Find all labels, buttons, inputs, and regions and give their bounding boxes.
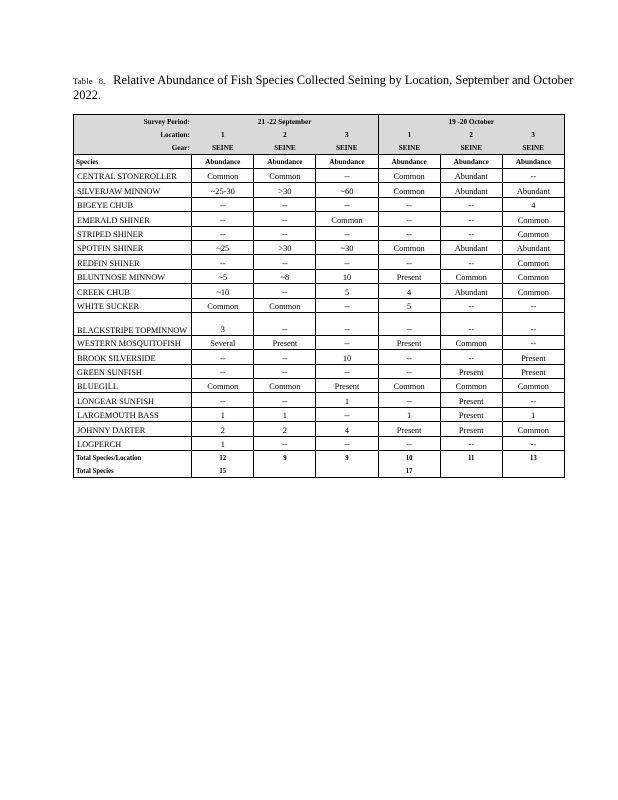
abundance-cell: -- — [378, 226, 440, 240]
abundance-cell: -- — [192, 364, 254, 378]
table-label: Table — [73, 76, 93, 86]
total-species-location-row — [74, 451, 565, 465]
abundance-cell: Present — [316, 379, 378, 393]
abundance-cell: Abundant — [502, 183, 564, 197]
gear-cell: SEINE — [502, 141, 564, 155]
gear-cell: SEINE — [254, 141, 316, 155]
gear-label: Gear: — [74, 141, 192, 155]
abundance-cell: -- — [192, 255, 254, 269]
abundance-cell: -- — [316, 312, 378, 335]
location-cell: 1 — [192, 128, 254, 141]
abundance-cell: Present — [254, 335, 316, 349]
species-name: LONGEAR SUNFISH — [74, 393, 192, 407]
table-row — [74, 335, 565, 349]
abundance-cell: Common — [502, 212, 564, 226]
abundance-column-header: Abundance — [502, 155, 564, 169]
abundance-cell: -- — [316, 197, 378, 211]
table-row — [74, 422, 565, 436]
total-cell: 10 — [378, 451, 440, 465]
table-row — [74, 298, 565, 312]
abundance-cell: 4 — [378, 284, 440, 298]
abundance-cell: -- — [502, 169, 564, 183]
location-label: Location: — [74, 128, 192, 141]
table-row — [74, 284, 565, 298]
table-row — [74, 226, 565, 240]
gear-cell: SEINE — [316, 141, 378, 155]
abundance-cell: -- — [316, 335, 378, 349]
abundance-cell: 4 — [316, 422, 378, 436]
abundance-cell: 10 — [316, 350, 378, 364]
abundance-cell: -- — [192, 393, 254, 407]
abundance-cell: -- — [254, 393, 316, 407]
abundance-cell: -- — [192, 350, 254, 364]
abundance-cell: 4 — [502, 197, 564, 211]
species-name: JOHNNY DARTER — [74, 422, 192, 436]
abundance-cell: Present — [440, 364, 502, 378]
abundance-cell: 3 — [192, 312, 254, 335]
abundance-cell: 5 — [316, 284, 378, 298]
total-cell: 11 — [440, 451, 502, 465]
abundance-cell: Common — [502, 284, 564, 298]
abundance-cell: Common — [192, 379, 254, 393]
abundance-cell: Common — [502, 255, 564, 269]
table-row — [74, 240, 565, 254]
abundance-cell: Present — [440, 393, 502, 407]
species-name: STRIPED SHINER — [74, 226, 192, 240]
abundance-cell: ~8 — [254, 269, 316, 283]
abundance-cell: -- — [378, 212, 440, 226]
abundance-cell: 2 — [254, 422, 316, 436]
location-cell: 2 — [254, 128, 316, 141]
abundance-cell: Common — [316, 212, 378, 226]
abundance-cell: ~60 — [316, 183, 378, 197]
abundance-cell: Common — [378, 183, 440, 197]
abundance-cell: 1 — [378, 407, 440, 421]
abundance-cell: -- — [378, 350, 440, 364]
location-cell: 1 — [378, 128, 440, 141]
species-name: SPOTFIN SHINER — [74, 240, 192, 254]
abundance-cell: -- — [440, 255, 502, 269]
abundance-cell: Abundant — [440, 169, 502, 183]
abundance-cell: -- — [254, 364, 316, 378]
abundance-cell: -- — [254, 312, 316, 335]
abundance-column-header: Abundance — [254, 155, 316, 169]
abundance-cell: Present — [502, 350, 564, 364]
total-species-row — [74, 464, 565, 478]
abundance-cell: >30 — [254, 183, 316, 197]
species-rows — [74, 169, 565, 451]
table-row — [74, 407, 565, 421]
location-cell: 3 — [316, 128, 378, 141]
abundance-cell: -- — [316, 407, 378, 421]
abundance-cell: -- — [254, 197, 316, 211]
total-species-october: 17 — [378, 464, 440, 478]
table-row — [74, 269, 565, 283]
abundance-cell: Common — [502, 379, 564, 393]
abundance-cell: Several — [192, 335, 254, 349]
period-label: Survey Period: — [74, 115, 192, 129]
abundance-cell: -- — [440, 197, 502, 211]
table-row — [74, 197, 565, 211]
gear-cell: SEINE — [192, 141, 254, 155]
abundance-column-header: Abundance — [192, 155, 254, 169]
abundance-column-header: Abundance — [440, 155, 502, 169]
abundance-cell: -- — [316, 226, 378, 240]
abundance-cell: ~25 — [192, 240, 254, 254]
abundance-cell: -- — [378, 197, 440, 211]
abundance-cell: >30 — [254, 240, 316, 254]
total-cell: 9 — [316, 451, 378, 465]
abundance-cell: Common — [502, 422, 564, 436]
abundance-cell: -- — [316, 364, 378, 378]
abundance-cell: -- — [440, 350, 502, 364]
abundance-cell: Present — [378, 335, 440, 349]
total-species-location-label: Total Species/Location — [76, 455, 142, 463]
table-row — [74, 255, 565, 269]
species-name: BLUEGILL — [74, 379, 192, 393]
total-species-label: Total Species — [76, 468, 114, 476]
abundance-column-header: Abundance — [378, 155, 440, 169]
abundance-cell: -- — [440, 436, 502, 450]
species-name: WHITE SUCKER — [74, 298, 192, 312]
table-row — [74, 312, 565, 335]
abundance-cell: -- — [316, 255, 378, 269]
abundance-cell: -- — [316, 298, 378, 312]
species-name: CENTRAL STONEROLLER — [74, 169, 192, 183]
table-row — [74, 436, 565, 450]
abundance-cell: -- — [502, 393, 564, 407]
abundance-cell: Common — [502, 269, 564, 283]
period-october: 19 -20 October — [378, 115, 564, 129]
abundance-cell: -- — [378, 436, 440, 450]
species-name: BIGEYE CHUB — [74, 197, 192, 211]
species-name: BROOK SILVERSIDE — [74, 350, 192, 364]
table-row — [74, 350, 565, 364]
empty-cell — [316, 464, 378, 478]
abundance-cell: ~25-30 — [192, 183, 254, 197]
abundance-cell: -- — [254, 436, 316, 450]
location-cell: 3 — [502, 128, 564, 141]
species-name: GREEN SUNFISH — [74, 364, 192, 378]
abundance-cell: -- — [378, 393, 440, 407]
table-caption — [73, 73, 583, 102]
location-header-row — [74, 128, 565, 141]
table-number: 8. — [98, 76, 106, 86]
column-header-row — [74, 155, 565, 169]
abundance-cell: Abundant — [440, 284, 502, 298]
species-name: WESTERN MOSQUITOFISH — [74, 335, 192, 349]
abundance-cell: Common — [440, 379, 502, 393]
period-september: 21 -22 September — [192, 115, 378, 129]
gear-header-row — [74, 141, 565, 155]
abundance-cell: -- — [502, 312, 564, 335]
abundance-cell: -- — [502, 335, 564, 349]
abundance-cell: -- — [254, 284, 316, 298]
species-name: LARGEMOUTH BASS — [74, 407, 192, 421]
abundance-cell: Common — [502, 226, 564, 240]
total-cell: 13 — [502, 451, 564, 465]
abundance-cell: Present — [378, 269, 440, 283]
abundance-cell: -- — [378, 312, 440, 335]
abundance-cell: ~10 — [192, 284, 254, 298]
abundance-cell: -- — [254, 212, 316, 226]
table-title: Relative Abundance of Fish Species Collected Seining by Location, September and October 2022. — [73, 73, 574, 102]
gear-cell: SEINE — [378, 141, 440, 155]
abundance-cell: Present — [378, 422, 440, 436]
abundance-cell: -- — [378, 255, 440, 269]
species-name: CREEK CHUB — [74, 284, 192, 298]
abundance-cell: -- — [502, 436, 564, 450]
abundance-cell: ~30 — [316, 240, 378, 254]
species-name: SILVERJAW MINNOW — [74, 183, 192, 197]
abundance-cell: Common — [378, 379, 440, 393]
species-name: LOGPERCH — [74, 436, 192, 450]
species-name: BLUNTNOSE MINNOW — [74, 269, 192, 283]
abundance-cell: Present — [440, 407, 502, 421]
abundance-cell: -- — [192, 212, 254, 226]
abundance-cell: Common — [440, 269, 502, 283]
abundance-cell: 1 — [192, 407, 254, 421]
table-row — [74, 183, 565, 197]
gear-cell: SEINE — [440, 141, 502, 155]
abundance-cell: ~5 — [192, 269, 254, 283]
abundance-cell: -- — [440, 226, 502, 240]
abundance-cell: -- — [440, 212, 502, 226]
abundance-cell: Common — [254, 169, 316, 183]
abundance-cell: -- — [502, 298, 564, 312]
species-name: BLACKSTRIPE TOPMINNOW — [74, 312, 192, 335]
abundance-cell: -- — [440, 312, 502, 335]
table-row — [74, 212, 565, 226]
period-header-row — [74, 115, 565, 129]
total-species-september: 15 — [192, 464, 254, 478]
abundance-cell: -- — [254, 255, 316, 269]
abundance-cell: Common — [192, 298, 254, 312]
empty-cell — [502, 464, 564, 478]
abundance-cell: Abundant — [440, 183, 502, 197]
table-row — [74, 364, 565, 378]
abundance-cell: -- — [254, 226, 316, 240]
abundance-table — [73, 114, 565, 478]
abundance-cell: Common — [192, 169, 254, 183]
abundance-cell: 1 — [192, 436, 254, 450]
abundance-cell: Abundant — [502, 240, 564, 254]
abundance-cell: 1 — [316, 393, 378, 407]
total-cell: 12 — [192, 451, 254, 465]
abundance-cell: Common — [254, 298, 316, 312]
abundance-cell: -- — [192, 226, 254, 240]
abundance-cell: Common — [440, 335, 502, 349]
abundance-cell: Common — [378, 169, 440, 183]
abundance-cell: Present — [440, 422, 502, 436]
total-cell: 9 — [254, 451, 316, 465]
abundance-cell: Abundant — [440, 240, 502, 254]
abundance-cell: -- — [254, 350, 316, 364]
location-cell: 2 — [440, 128, 502, 141]
table-row — [74, 169, 565, 183]
abundance-cell: -- — [440, 298, 502, 312]
abundance-cell: Common — [378, 240, 440, 254]
abundance-cell: Common — [254, 379, 316, 393]
abundance-cell: 10 — [316, 269, 378, 283]
abundance-cell: -- — [192, 197, 254, 211]
abundance-cell: 5 — [378, 298, 440, 312]
species-name: REDFIN SHINER — [74, 255, 192, 269]
species-name: EMERALD SHINER — [74, 212, 192, 226]
abundance-cell: -- — [378, 364, 440, 378]
empty-cell — [254, 464, 316, 478]
abundance-cell: Present — [502, 364, 564, 378]
empty-cell — [440, 464, 502, 478]
abundance-cell: -- — [316, 169, 378, 183]
table-row — [74, 379, 565, 393]
table-row — [74, 393, 565, 407]
abundance-cell: 1 — [502, 407, 564, 421]
abundance-cell: 2 — [192, 422, 254, 436]
abundance-cell: 1 — [254, 407, 316, 421]
abundance-cell: -- — [316, 436, 378, 450]
abundance-column-header: Abundance — [316, 155, 378, 169]
species-column-header: Species — [74, 155, 192, 169]
